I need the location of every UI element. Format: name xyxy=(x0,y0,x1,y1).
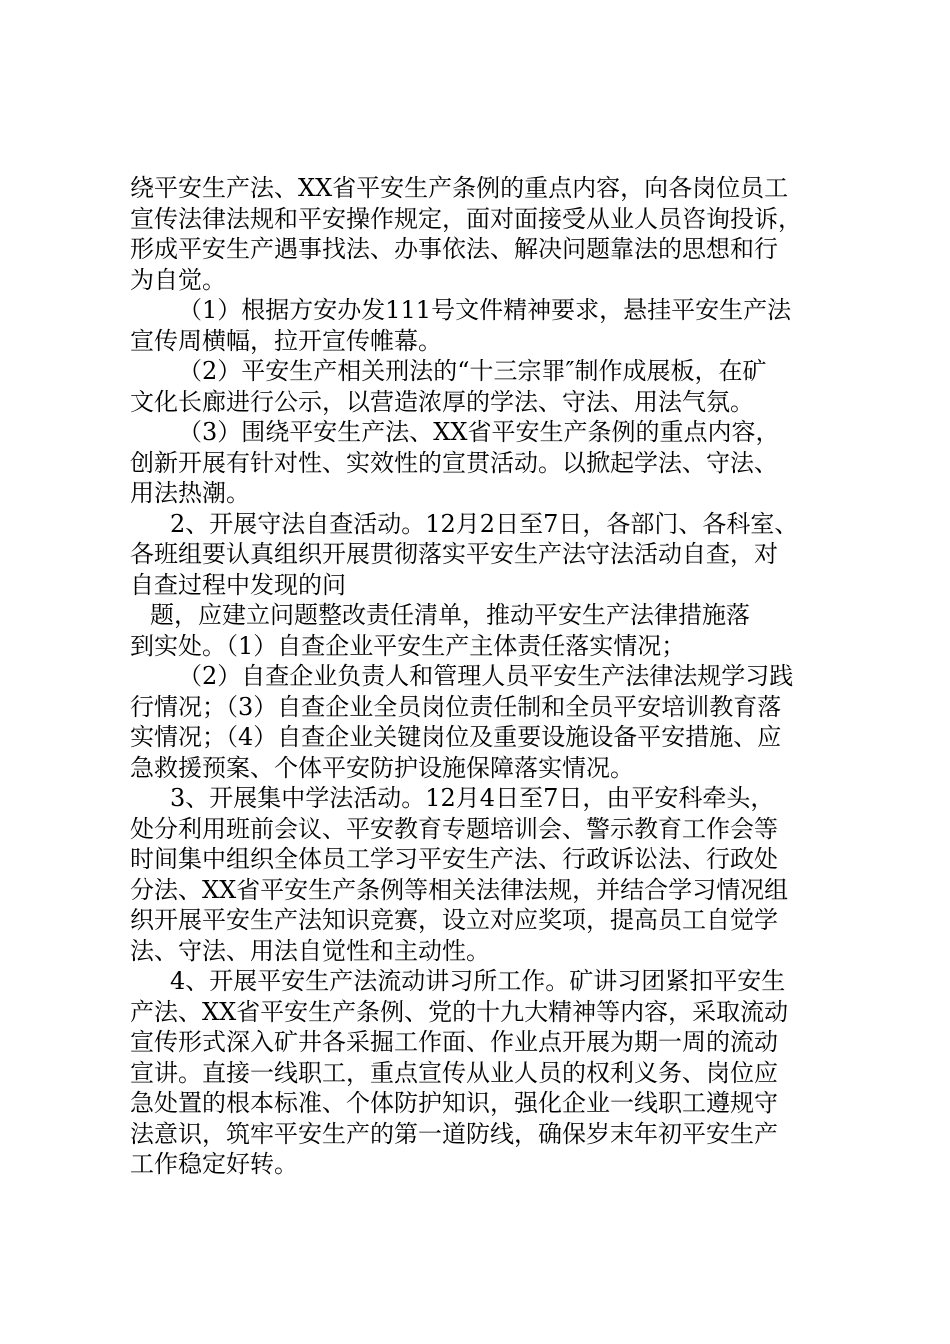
text-line: 实情况；（4）自查企业关键岗位及重要设施设备平安措施、应 xyxy=(130,723,782,751)
text-line: 时间集中组织全体员工学习平安生产法、行政诉讼法、行政处 xyxy=(130,845,778,873)
text-line: 法意识，筑牢平安生产的第一道防线，确保岁末年初平安生产 xyxy=(130,1119,778,1148)
text-line: 宣传形式深入矿井各采掘工作面、作业点开展为期一周的流动 xyxy=(130,1028,778,1056)
text-line: 产法、XX省平安生产条例、党的十九大精神等内容，采取流动 xyxy=(130,997,789,1026)
text-line: 题，应建立问题整改责任清单，推动平安生产法律措施落 xyxy=(150,601,750,629)
text-line: 为自觉。 xyxy=(130,265,226,294)
text-line: 到实处。（1）自查企业平安生产主体责任落实情况； xyxy=(130,631,686,660)
text-line: 各班组要认真组织开展贯彻落实平安生产法守法活动自查，对 xyxy=(130,540,778,568)
text-line: 宣传周横幅，拉开宣传帷幕。 xyxy=(130,326,442,355)
text-line: （2）自查企业负责人和管理人员平安生产法律法规学习践 xyxy=(178,662,794,690)
text-line: （2）平安生产相关刑法的“十三宗罪″制作成展板，在矿 xyxy=(178,357,767,385)
text-line: 宣传法律法规和平安操作规定，面对面接受从业人员咨询投诉， xyxy=(130,204,802,233)
text-line: 急救援预案、个体平安防护设施保障落实情况。 xyxy=(130,753,634,782)
text-line: 文化长廊进行公示，以营造浓厚的学法、守法、用法气氛。 xyxy=(130,387,754,416)
text-line: 处分利用班前会议、平安教育专题培训会、警示教育工作会等 xyxy=(130,814,778,843)
text-line: 创新开展有针对性、实效性的宣贯活动。以掀起学法、守法、 xyxy=(130,448,778,477)
text-line: 自查过程中发现的问 xyxy=(130,570,346,599)
text-line: （1）根据方安办发111号文件精神要求，悬挂平安生产法 xyxy=(178,296,792,324)
text-line: 用法热潮。 xyxy=(130,479,250,507)
text-line: 4、开展平安生产法流动讲习所工作。矿讲习团紧扣平安生 xyxy=(170,967,786,995)
document-body xyxy=(130,173,850,1180)
text-line: 急处置的根本标准、个体防护知识，强化企业一线职工遵规守 xyxy=(130,1089,778,1117)
text-line: 形成平安生产遇事找法、办事依法、解决问题靠法的思想和行 xyxy=(130,235,778,263)
text-line: 织开展平安生产法知识竞赛，设立对应奖项，提高员工自觉学 xyxy=(130,906,778,934)
text-line: 工作稳定好转。 xyxy=(130,1150,298,1178)
text-line: 3、开展集中学法活动。12月4日至7日，由平安科牵头， xyxy=(170,784,775,812)
text-line: （3）围绕平安生产法、XX省平安生产条例的重点内容， xyxy=(178,418,780,446)
text-line: 绕平安生产法、XX省平安生产条例的重点内容，向各岗位员工 xyxy=(130,174,789,202)
text-line: 分法、XX省平安生产条例等相关法律法规，并结合学习情况组 xyxy=(130,875,789,904)
text-line: 行情况；（3）自查企业全员岗位责任制和全员平安培训教育落 xyxy=(130,692,782,721)
text-line: 法、守法、用法自觉性和主动性。 xyxy=(130,936,490,965)
text-line: 2、开展守法自查活动。12月2日至7日，各部门、各科室、 xyxy=(170,509,799,538)
text-line: 宣讲。直接一线职工，重点宣传从业人员的权利义务、岗位应 xyxy=(130,1058,778,1087)
